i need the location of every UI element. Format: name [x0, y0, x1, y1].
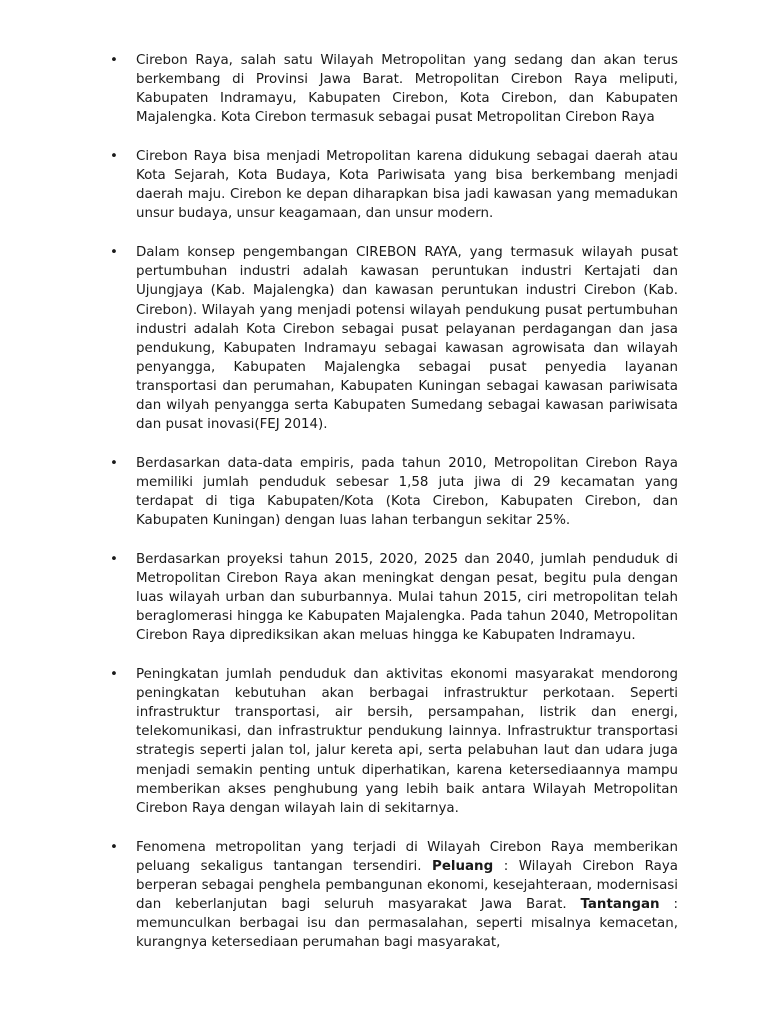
- bullet-icon: •: [110, 552, 118, 568]
- paragraph-text: Cirebon Raya, salah satu Wilayah Metropolitan yang sedang dan akan terus berkembang di Provinsi Jawa Barat. Metropolitan Cirebon Raya meliputi, Kabupaten Indramayu, Kabupaten Cirebon, Kota Cirebon, dan Kabupaten Majalengka. Kota Cirebon termasuk sebagai pusat Metropolitan Cirebon Raya: [136, 53, 678, 126]
- bullet-icon: •: [110, 149, 118, 165]
- text-segment: : memunculkan berbagai isu dan permasalahan, seperti misalnya kemacetan, kurangnya ketersediaan perumahan bagi masyarakat,: [136, 896, 678, 950]
- text-segment: : Wilayah Cirebon Raya berperan sebagai penghela pembangunan ekonomi, kesejahteraan, modernisasi dan keberlanjutan bagi seluruh masyarakat Jawa Barat.: [136, 858, 678, 912]
- list-item: [110, 665, 678, 817]
- paragraph-text: [136, 840, 678, 950]
- paragraph-text: Peningkatan jumlah penduduk dan aktivitas ekonomi masyarakat mendorong peningkatan kebutuhan akan berbagai infrastruktur perkotaan. Seperti infrastruktur transportasi, air bersih, persampahan, listrik dan energi, telekomunikasi, dan infrastruktur pendukung lainnya. Infrastruktur transportasi strategis seperti jalan tol, jalur kereta api, serta pelabuhan laut dan udara juga menjadi semakin penting untuk diperhatikan, karena ketersediaannya mampu memberikan akses penghubung yang lebih baik antara Wilayah Metropolitan Cirebon Raya dengan wilayah lain di sekitarnya.: [136, 667, 678, 816]
- paragraph-text: Dalam konsep pengembangan CIREBON RAYA, yang termasuk wilayah pusat pertumbuhan industri adalah kawasan peruntukan industri Kertajati dan Ujungjaya (Kab. Majalengka) dan kawasan peruntukan industri Cirebon (Kab. Cirebon). Wilayah yang menjadi potensi wilayah pendukung pusat pertumbuhan industri adalah Kota Cirebon sebagai pusat pelayanan perdagangan dan jasa pendukung, Kabupaten Indramayu sebagai kawasan agrowisata dan wilayah penyangga, Kabupaten Majalengka sebagai pusat penyedia layanan transportasi dan perumahan, Kabupaten Kuningan sebagai kawasan pariwisata dan wilyah penyangga serta Kabupaten Sumedang sebagai kawasan pariwisata dan pusat inovasi(FEJ 2014).: [136, 245, 678, 432]
- bullet-icon: •: [110, 53, 118, 68]
- bold-term-tantangan: Tantangan: [580, 896, 660, 912]
- list-item: [110, 51, 678, 127]
- list-item: [110, 147, 678, 223]
- list-item: [110, 838, 678, 952]
- paragraph-text: Berdasarkan proyeksi tahun 2015, 2020, 2025 dan 2040, jumlah penduduk di Metropolitan Cirebon Raya akan meningkat dengan pesat, begitu pula dengan luas wilayah urban dan suburbannya. Mulai tahun 2015, ciri metropolitan telah beraglomerasi hingga ke Kabupaten Majalengka. Pada tahun 2040, Metropolitan Cirebon Raya diprediksikan akan meluas hingga ke Kabupaten Indramayu.: [136, 552, 678, 644]
- paragraph-text: Cirebon Raya bisa menjadi Metropolitan karena didukung sebagai daerah atau Kota Sejarah, Kota Budaya, Kota Pariwisata yang bisa berkembang menjadi daerah maju. Cirebon ke depan diharapkan bisa jadi kawasan yang memadukan unsur budaya, unsur keagamaan, dan unsur modern.: [136, 149, 678, 222]
- bullet-list: [110, 51, 678, 972]
- bullet-icon: •: [110, 245, 118, 261]
- list-item: [110, 454, 678, 530]
- bullet-icon: •: [110, 667, 118, 683]
- list-item: [110, 550, 678, 645]
- bold-term-peluang: Peluang: [432, 858, 494, 874]
- paragraph-text: Berdasarkan data-data empiris, pada tahun 2010, Metropolitan Cirebon Raya memiliki jumlah penduduk sebesar 1,58 juta jiwa di 29 kecamatan yang terdapat di tiga Kabupaten/Kota (Kota Cirebon, Kabupaten Cirebon, dan Kabupaten Kuningan) dengan luas lahan terbangun sekitar 25%.: [136, 455, 678, 528]
- text-segment: Fenomena metropolitan yang terjadi di Wilayah Cirebon Raya memberikan peluang sekaligus tantangan tersendiri.: [136, 839, 678, 874]
- list-item: [110, 243, 678, 433]
- bullet-icon: •: [110, 839, 118, 855]
- bullet-icon: •: [110, 455, 118, 471]
